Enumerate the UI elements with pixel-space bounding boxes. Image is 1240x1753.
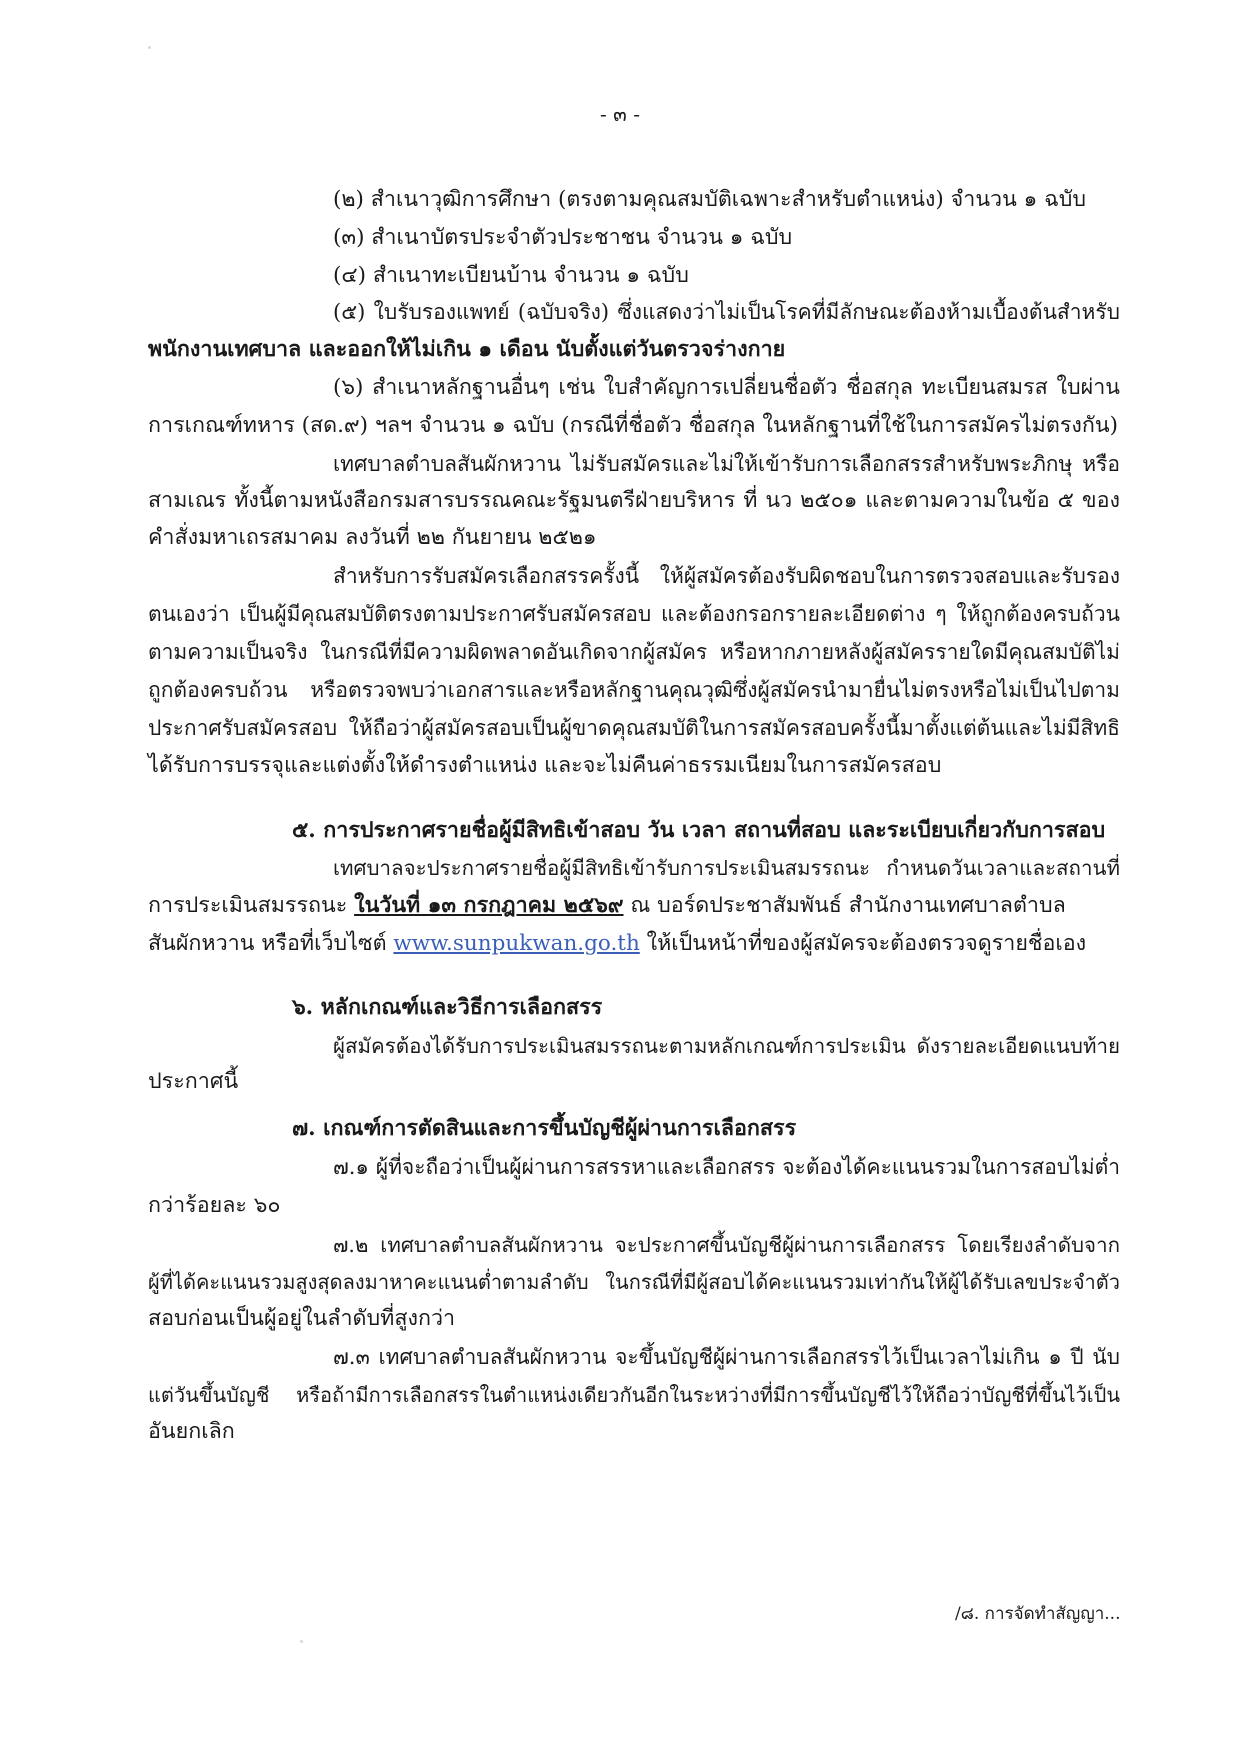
announcement-date: ในวันที่ ๑๓ กรกฎาคม ๒๕๖๙ — [354, 893, 624, 918]
paragraph-responsibility-line2: ตนเองว่า เป็นผู้มีคุณสมบัติตรงตามประกาศรับสมัครสอบ และต้องกรอกรายละเอียดต่าง ๆ ให้ถูกต้องครบถ้วน — [148, 602, 1120, 626]
section-5-line3-end: ให้เป็นหน้าที่ของผู้สมัครจะต้องตรวจดูรายชื่อเอง — [639, 931, 1087, 956]
section-5-line1: เทศบาลจะประกาศรายชื่อผู้มีสิทธิเข้ารับการประเมินสมรรถนะ กำหนดวันเวลาและสถานที่ — [333, 856, 1120, 880]
section-7-1-line1: ๗.๑ ผู้ที่จะถือว่าเป็นผู้ผ่านการสรรหาและเลือกสรร จะต้องได้คะแนนรวมในการสอบไม่ต่ำ — [333, 1155, 1120, 1179]
section-5-line2 — [148, 892, 1066, 920]
section-6-line1: ผู้สมัครต้องได้รับการประเมินสมรรถนะตามหลักเกณฑ์การประเมิน ดังรายละเอียดแนบท้าย — [333, 1034, 1120, 1058]
section-7-3-line3: อันยกเลิก — [148, 1419, 235, 1444]
section-6-line2: ประกาศนี้ — [148, 1069, 239, 1094]
doc-item-2: (๒) สำเนาวุฒิการศึกษา (ตรงตามคุณสมบัติเฉพาะสำหรับตำแหน่ง) จำนวน ๑ ฉบับ — [333, 187, 1087, 212]
section-7-2-line2: ผู้ที่ได้คะแนนรวมสูงสุดลงมาหาคะแนนต่ำตามลำดับ ในกรณีที่มีผู้สอบได้คะแนนรวมเท่ากันให้ผู้ได้รับเลขประจำตัว — [148, 1270, 1120, 1294]
paragraph-monk-line2: สามเณร ทั้งนี้ตามหนังสือกรมสารบรรณคณะรัฐมนตรีฝ่ายบริหาร ที่ นว ๒๕๐๑ และตามความในข้อ ๕ ของ — [148, 488, 1120, 513]
section-5-heading: ๕. การประกาศรายชื่อผู้มีสิทธิเข้าสอบ วัน เวลา สถานที่สอบ และระเบียบเกี่ยวกับการสอบ — [292, 818, 1106, 843]
section-7-2-line3: สอบก่อนเป็นผู้อยู่ในลำดับที่สูงกว่า — [148, 1306, 456, 1331]
section-7-3-line1: ๗.๓ เทศบาลตำบลสันผักหวาน จะขึ้นบัญชีผู้ผ่านการเลือกสรรไว้เป็นเวลาไม่เกิน ๑ ปี นับ — [333, 1345, 1120, 1369]
next-page-reference: /๘. การจัดทำสัญญา... — [955, 1604, 1121, 1624]
section-7-3-line2: แต่วันขึ้นบัญชี หรือถ้ามีการเลือกสรรในตำแหน่งเดียวกันอีกในระหว่างที่มีการขึ้นบัญชีไว้ให้ถือว่าบัญชีที่ขึ้นไว้เป็น — [148, 1383, 1120, 1407]
section-5-line3 — [148, 930, 1086, 958]
section-7-heading: ๗. เกณฑ์การตัดสินและการขึ้นบัญชีผู้ผ่านการเลือกสรร — [292, 1116, 797, 1141]
doc-item-5-cont: พนักงานเทศบาล และออกให้ไม่เกิน ๑ เดือน นับตั้งแต่วันตรวจร่างกาย — [148, 337, 786, 362]
paragraph-responsibility-line3: ตามความเป็นจริง ในกรณีที่มีความผิดพลาดอันเกิดจากผู้สมัคร หรือหากภายหลังผู้สมัครรายใดมีคุณสมบัติไม่ — [148, 640, 1120, 664]
paragraph-responsibility-line4: ถูกต้องครบถ้วน หรือตรวจพบว่าเอกสารและหรือหลักฐานคุณวุฒิซึ่งผู้สมัครนำมายื่นไม่ตรงหรือไม่เป็นไปตาม — [148, 678, 1120, 702]
section-5-line2-end: ณ บอร์ดประชาสัมพันธ์ สำนักงานเทศบาลตำบล — [623, 893, 1066, 918]
scan-speck — [300, 1640, 303, 1643]
section-7-1-line2: กว่าร้อยละ ๖๐ — [148, 1193, 281, 1218]
doc-item-4: (๔) สำเนาทะเบียนบ้าน จำนวน ๑ ฉบับ — [333, 263, 689, 288]
section-5-line2-start: การประเมินสมรรถนะ — [148, 893, 355, 918]
paragraph-responsibility-line6: ได้รับการบรรจุและแต่งตั้งให้ดำรงตำแหน่ง และจะไม่คืนค่าธรรมเนียมในการสมัครสอบ — [148, 753, 942, 778]
doc-item-6: (๖) สำเนาหลักฐานอื่นๆ เช่น ใบสำคัญการเปลี่ยนชื่อตัว ชื่อสกุล ทะเบียนสมรส ใบผ่าน — [333, 375, 1120, 400]
paragraph-monk-line3: คำสั่งมหาเถรสมาคม ลงวันที่ ๒๒ กันยายน ๒๕๒๑ — [148, 525, 597, 550]
paragraph-monk-line1: เทศบาลตำบลสันผักหวาน ไม่รับสมัครและไม่ให้เข้ารับการเลือกสรรสำหรับพระภิกษุ หรือ — [333, 452, 1120, 476]
scan-speck — [148, 46, 151, 49]
section-5-line3-start: สันผักหวาน หรือที่เว็บไซต์ — [148, 931, 394, 956]
page-number: - ๓ - — [600, 102, 640, 126]
doc-item-3: (๓) สำเนาบัตรประจำตัวประชาชน จำนวน ๑ ฉบับ — [333, 225, 793, 250]
section-7-2-line1: ๗.๒ เทศบาลตำบลสันผักหวาน จะประกาศขึ้นบัญชีผู้ผ่านการเลือกสรร โดยเรียงลำดับจาก — [333, 1233, 1120, 1257]
section-6-heading: ๖. หลักเกณฑ์และวิธีการเลือกสรร — [292, 995, 603, 1020]
doc-item-5: (๕) ใบรับรองแพทย์ (ฉบับจริง) ซึ่งแสดงว่าไม่เป็นโรคที่มีลักษณะต้องห้ามเบื้องต้นสำหรับ — [333, 300, 1120, 324]
doc-item-6-cont: การเกณฑ์ทหาร (สด.๙) ฯลฯ จำนวน ๑ ฉบับ (กรณีที่ชื่อตัว ชื่อสกุล ในหลักฐานที่ใช้ในการสมัครไม่ตรงกัน) — [148, 413, 1118, 438]
website-link[interactable]: www.sunpukwan.go.th — [393, 931, 640, 956]
paragraph-responsibility-line5: ประกาศรับสมัครสอบ ให้ถือว่าผู้สมัครสอบเป็นผู้ขาดคุณสมบัติในการสมัครสอบครั้งนี้มาตั้งแต่ต้นและไม่มีสิทธิ — [148, 716, 1120, 740]
paragraph-responsibility-line1: สำหรับการรับสมัครเลือกสรรครั้งนี้ ให้ผู้สมัครต้องรับผิดชอบในการตรวจสอบและรับรอง — [333, 564, 1120, 588]
